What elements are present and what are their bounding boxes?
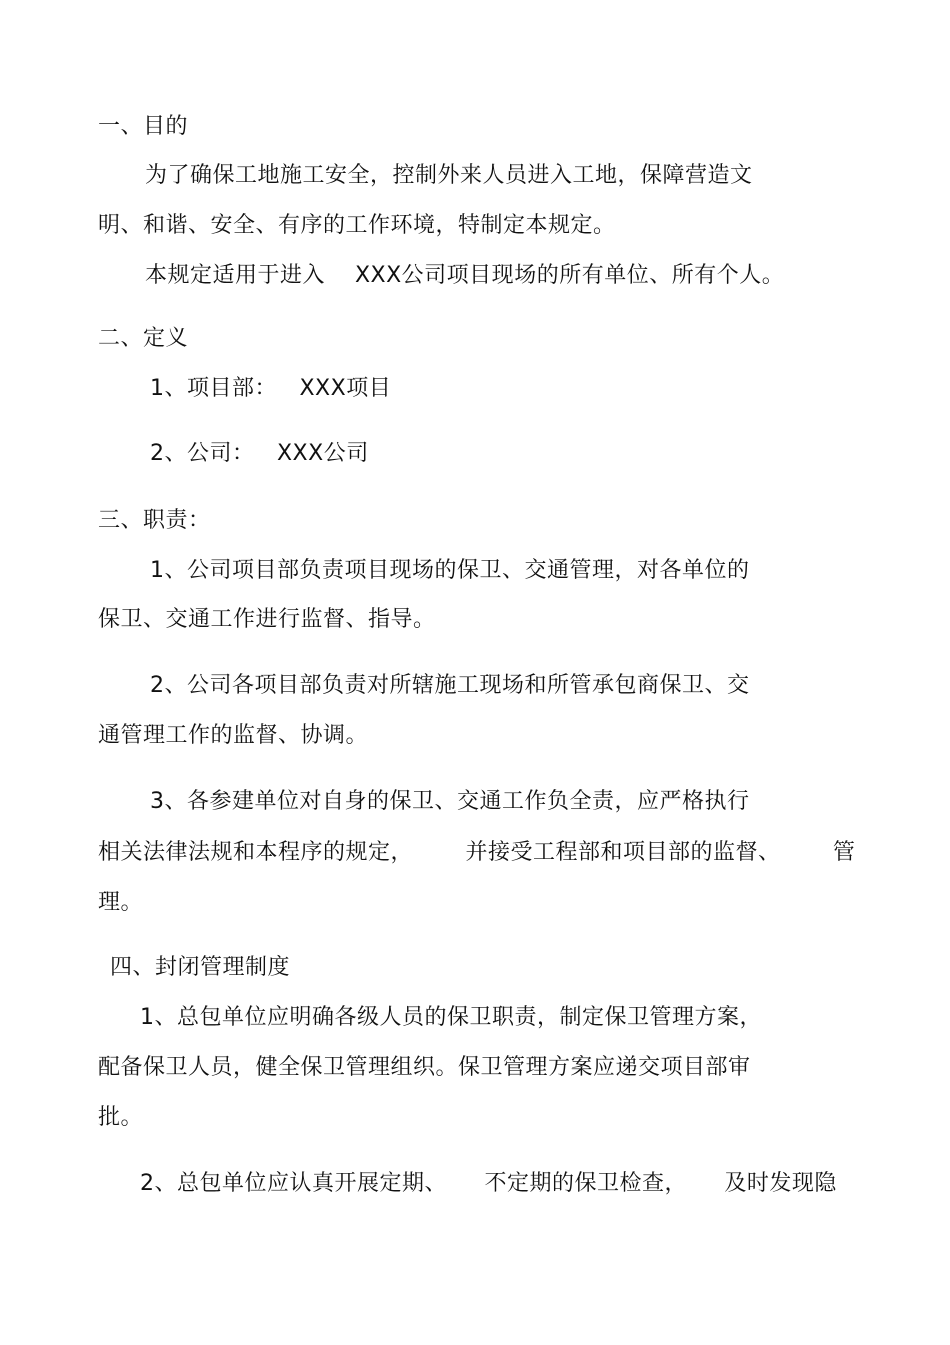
paragraph-line: 为了确保工地施工安全，控制外来人员进入工地，保障营造文 xyxy=(145,163,753,188)
paragraph-line: 批。 xyxy=(98,1105,144,1130)
section-heading-definition: 二、定义 xyxy=(98,326,189,351)
paragraph-line: 2、总包单位应认真开展定期、 不定期的保卫检查， 及时发现隐 xyxy=(140,1171,837,1196)
section-heading-responsibility: 三、职责： xyxy=(98,508,211,533)
paragraph-line: 保卫、交通工作进行监督、指导。 xyxy=(98,607,436,632)
section-heading-purpose: 一、目的 xyxy=(98,114,189,139)
paragraph-line: 1、总包单位应明确各级人员的保卫职责，制定保卫管理方案， xyxy=(140,1005,762,1030)
definition-item: 2、公司： XXX公司 xyxy=(150,441,369,466)
paragraph-line: 3、各参建单位对自身的保卫、交通工作负全责，应严格执行 xyxy=(150,789,750,814)
paragraph-line: 1、公司项目部负责项目现场的保卫、交通管理，对各单位的 xyxy=(150,558,750,583)
section-heading-closed-management: 四、封闭管理制度 xyxy=(110,955,291,980)
paragraph-line: 通管理工作的监督、协调。 xyxy=(98,723,369,748)
paragraph-line: 本规定适用于进入 XXX公司项目现场的所有单位、所有个人。 xyxy=(145,263,785,288)
definition-item: 1、项目部： XXX项目 xyxy=(150,376,392,401)
paragraph-line: 2、公司各项目部负责对所辖施工现场和所管承包商保卫、交 xyxy=(150,673,750,698)
paragraph-line: 相关法律法规和本程序的规定， 并接受工程部和项目部的监督、 管 xyxy=(98,840,856,865)
paragraph-line: 理。 xyxy=(98,890,144,915)
paragraph-line: 配备保卫人员，健全保卫管理组织。保卫管理方案应递交项目部审 xyxy=(98,1055,751,1080)
paragraph-line: 明、和谐、安全、有序的工作环境，特制定本规定。 xyxy=(98,213,616,238)
